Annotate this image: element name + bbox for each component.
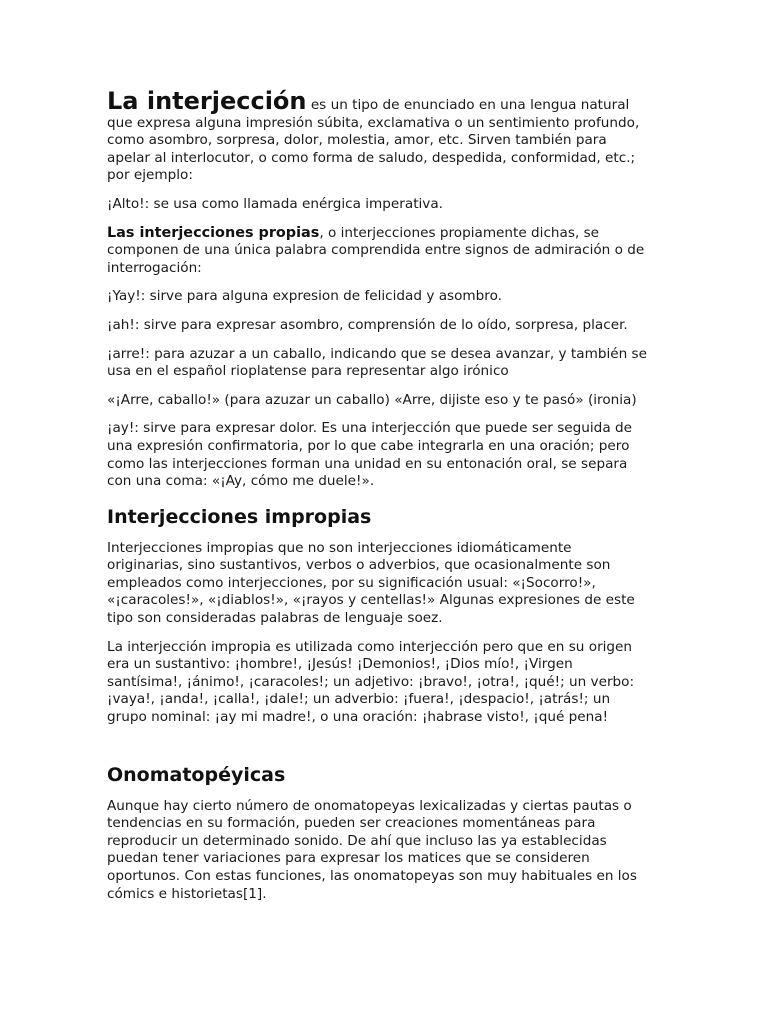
example-yay: ¡Yay!: sirve para alguna expresion de felicidad y asombro. <box>107 288 502 305</box>
document-title: La interjección <box>107 87 307 115</box>
example-ay: ¡ay!: sirve para expresar dolor. Es una interjección que puede ser seguida de una expresión confirmatoria, por lo que cabe integrarla en una oración; pero como las interjecciones forman una unidad en su entonación oral, se separa con una coma: «¡Ay, cómo me duele!». <box>107 420 632 490</box>
example-arre: ¡arre!: para azuzar a un caballo, indicando que se desea avanzar, y también se usa en el español rioplatense para representar algo irónico <box>107 345 647 380</box>
intro-text: es un tipo de enunciado en una lengua natural que expresa alguna impresión súbita, exclamativa o un sentimiento profundo, como asombro, sorpresa, dolor, molestia, amor, etc. Sirven también para apelar al interlocutor, o como forma de saludo, despedida, conformidad, etc.; por ejemplo: <box>107 97 640 184</box>
propias-term: Las interjecciones propias <box>107 224 320 241</box>
onomatopeyicas-heading: Onomatopéyicas <box>107 763 286 786</box>
example-ah: ¡ah!: sirve para expresar asombro, comprensión de lo oído, sorpresa, placer. <box>107 316 628 333</box>
propias-text: , o interjecciones propiamente dichas, se componen de una única palabra comprendida entre signos de admiración o de interrogación: <box>107 224 645 276</box>
document-page <box>107 88 647 914</box>
onomatopeyicas-paragraph: Aunque hay cierto número de onomatopeyas lexicalizadas y ciertas pautas o tendencias en su formación, pueden ser creaciones momentáneas para reproducir un determinado sonido. De ahí que incluso las ya establecidas puedan tener variaciones para expresar los matices que se consideren oportunos. Con estas funciones, las onomatopeyas son muy habituales en los cómics e historietas[1]. <box>107 797 637 902</box>
example-arre-caballo: «¡Arre, caballo!» (para azuzar un caballo) «Arre, dijiste eso y te pasó» (ironia) <box>107 391 637 408</box>
impropias-paragraph-1: Interjecciones impropias que no son interjecciones idiomáticamente originarias, sino sustantivos, verbos o adverbios, que ocasionalmente son empleados como interjecciones, por su significación usual: «¡Socorro!», «¡caracoles!», «¡diablos!», «¡rayos y centellas!» Algunas expresiones de este tipo son consideradas palabras de lenguaje soez. <box>107 539 635 627</box>
impropias-paragraph-2: La interjección impropia es utilizada como interjección pero que en su origen era un sustantivo: ¡hombre!, ¡Jesús! ¡Demonios!, ¡Dios mío!, ¡Virgen santísima!, ¡ánimo!, ¡caracoles!; un adjetivo: ¡bravo!, ¡otra!, ¡qué!; un verbo: ¡vaya!, ¡anda!, ¡calla!, ¡dale!; un adverbio: ¡fuera!, ¡despacio!, ¡atrás!; un grupo nominal: ¡ay mi madre!, o una oración: ¡habrase visto!, ¡qué pena! <box>107 638 635 726</box>
intro-paragraph <box>107 88 647 185</box>
propias-paragraph <box>107 225 647 278</box>
impropias-heading: Interjecciones impropias <box>107 505 372 528</box>
alto-example: ¡Alto!: se usa como llamada enérgica imperativa. <box>107 195 444 212</box>
